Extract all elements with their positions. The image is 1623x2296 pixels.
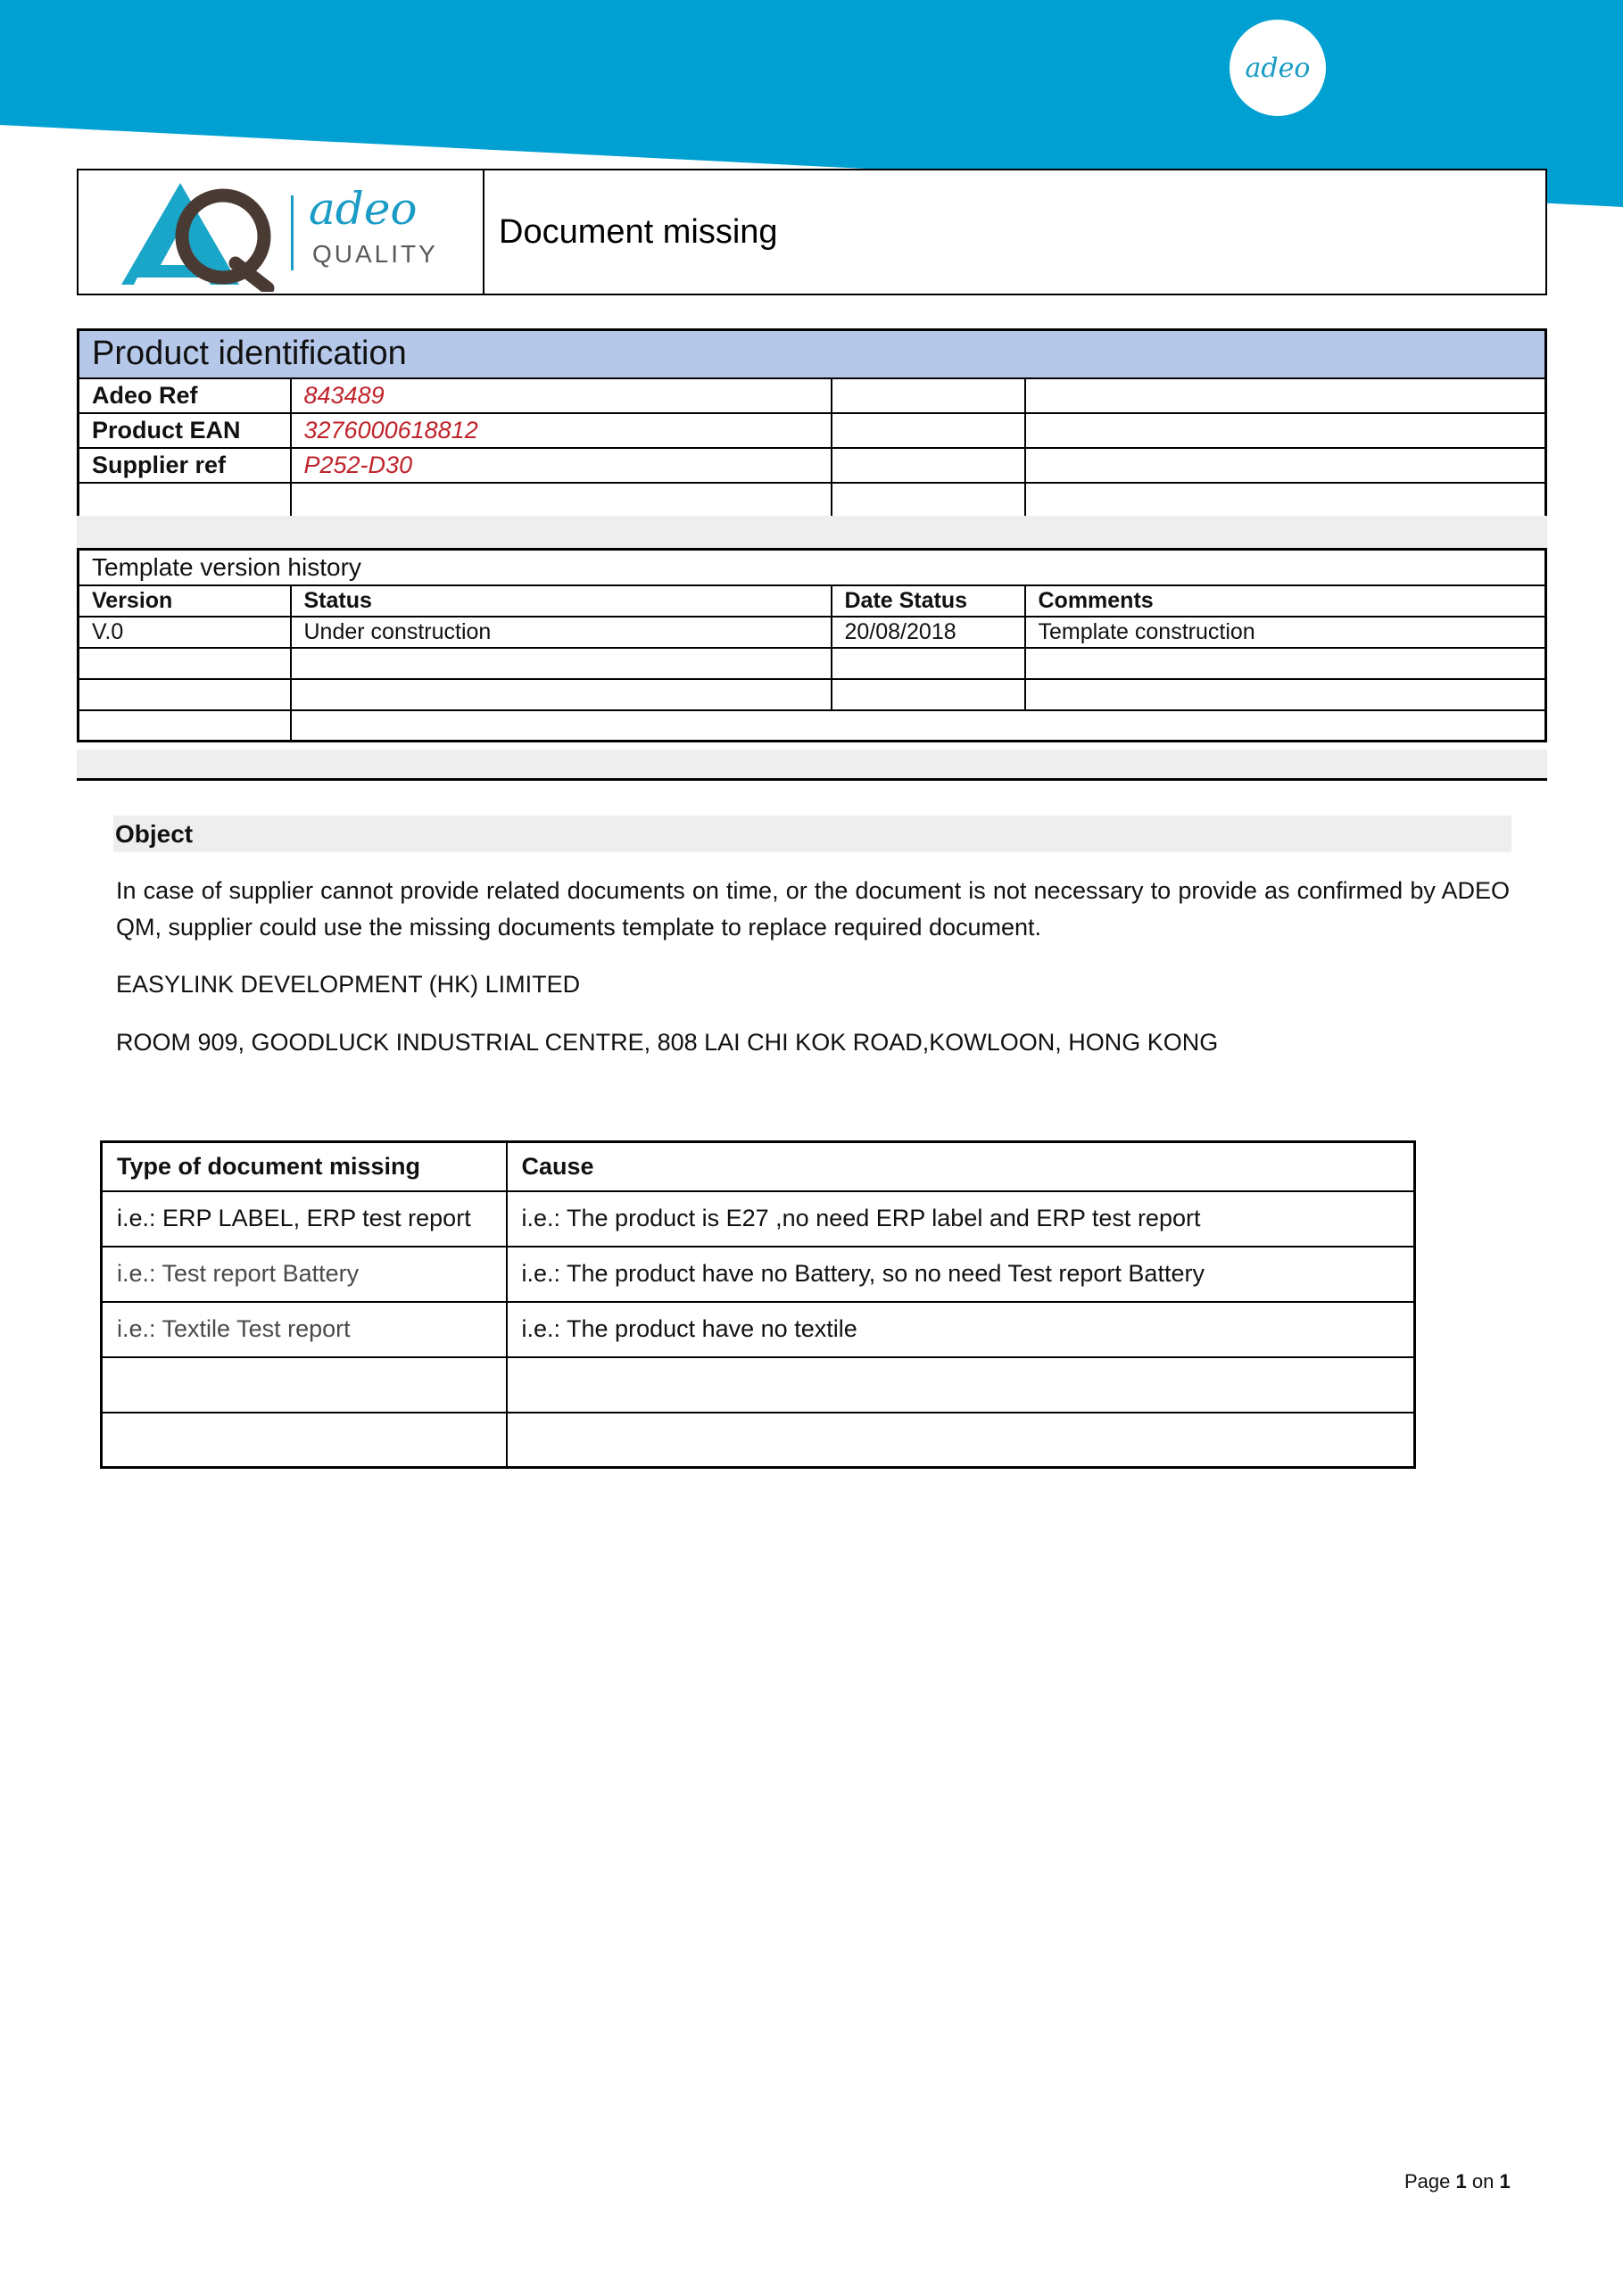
cell-doc-type: i.e.: ERP LABEL, ERP test report — [102, 1191, 507, 1247]
banner-logo-text: adeo — [1245, 52, 1311, 84]
empty-cell — [1025, 648, 1546, 679]
table-row — [102, 1302, 1415, 1357]
empty-cell — [832, 448, 1025, 483]
empty-cell — [291, 710, 1546, 742]
empty-cell — [832, 413, 1025, 448]
empty-cell — [79, 648, 291, 679]
cell-doc-type: i.e.: Textile Test report — [102, 1302, 507, 1357]
spacer-strip — [77, 750, 1547, 778]
history-title: Template version history — [79, 550, 1546, 585]
table-row — [79, 483, 1546, 518]
empty-cell — [102, 1357, 507, 1413]
document-header — [77, 169, 1547, 295]
cell-status: Under construction — [291, 617, 832, 648]
table-row — [79, 648, 1546, 679]
object-paragraph: In case of supplier cannot provide related documents on time, or the document is not necessary to provide as confirmed by ADEO QM, supplier could use the missing documents template to replace required document. — [116, 877, 1510, 941]
empty-cell — [79, 679, 291, 710]
adeo-round-logo — [1230, 20, 1326, 116]
cell-comments: Template construction — [1025, 617, 1546, 648]
table-header-row — [102, 1142, 1415, 1191]
product-identification-table — [77, 328, 1547, 518]
template-version-history-table — [77, 548, 1547, 742]
cell-cause: i.e.: The product have no Battery, so no need Test report Battery — [507, 1247, 1415, 1302]
object-heading: Object — [113, 816, 1511, 852]
cell-cause: i.e.: The product have no textile — [507, 1302, 1415, 1357]
empty-cell — [291, 483, 832, 518]
adeo-quality-logo — [79, 170, 484, 294]
cell-cause: i.e.: The product is E27 ,no need ERP label and ERP test report — [507, 1191, 1415, 1247]
table-header-row — [79, 585, 1546, 617]
table-row — [102, 1413, 1415, 1468]
cell-date-status: 20/08/2018 — [832, 617, 1025, 648]
empty-cell — [291, 648, 832, 679]
label-supplier-ref: Supplier ref — [79, 448, 291, 483]
col-header-cause: Cause — [507, 1142, 1415, 1191]
company-name: EASYLINK DEVELOPMENT (HK) LIMITED — [116, 971, 581, 998]
page-number — [1404, 2170, 1511, 2193]
empty-cell — [507, 1413, 1415, 1468]
col-header-status: Status — [291, 585, 832, 617]
empty-cell — [1025, 679, 1546, 710]
page-sep: on — [1471, 2170, 1495, 2192]
empty-cell — [79, 483, 291, 518]
empty-cell — [1025, 413, 1546, 448]
missing-documents-table — [100, 1140, 1416, 1469]
cell-version: V.0 — [79, 617, 291, 648]
table-row — [79, 679, 1546, 710]
table-row — [79, 710, 1546, 742]
empty-cell — [832, 483, 1025, 518]
page-label: Page — [1404, 2170, 1451, 2192]
col-header-comments: Comments — [1025, 585, 1546, 617]
empty-cell — [832, 648, 1025, 679]
table-row — [102, 1191, 1415, 1247]
aq-logo-icon — [111, 176, 280, 292]
table-row — [79, 617, 1546, 648]
table-row — [79, 413, 1546, 448]
page-total: 1 — [1499, 2170, 1511, 2192]
logo-adeo-text: adeo — [309, 183, 418, 235]
doc-title-cell — [484, 170, 1545, 294]
page-current: 1 — [1455, 2170, 1467, 2192]
value-adeo-ref: 843489 — [291, 378, 832, 413]
empty-cell — [832, 378, 1025, 413]
company-address: ROOM 909, GOODLUCK INDUSTRIAL CENTRE, 808 LAI CHI KOK ROAD,KOWLOON, HONG KONG — [116, 1029, 1219, 1056]
empty-cell — [1025, 378, 1546, 413]
empty-cell — [1025, 483, 1546, 518]
col-header-type: Type of document missing — [102, 1142, 507, 1191]
cell-doc-type: i.e.: Test report Battery — [102, 1247, 507, 1302]
table-row — [102, 1247, 1415, 1302]
section-divider — [77, 778, 1547, 781]
value-product-ean: 3276000618812 — [291, 413, 832, 448]
table-row — [79, 448, 1546, 483]
label-product-ean: Product EAN — [79, 413, 291, 448]
product-identification-title: Product identification — [79, 330, 1546, 378]
spacer-strip — [77, 516, 1547, 548]
table-row — [79, 378, 1546, 413]
page-title: Document missing — [499, 212, 778, 251]
empty-cell — [102, 1413, 507, 1468]
col-header-date-status: Date Status — [832, 585, 1025, 617]
empty-cell — [507, 1357, 1415, 1413]
logo-divider — [291, 195, 294, 270]
label-adeo-ref: Adeo Ref — [79, 378, 291, 413]
empty-cell — [79, 710, 291, 742]
empty-cell — [1025, 448, 1546, 483]
empty-cell — [832, 679, 1025, 710]
empty-cell — [291, 679, 832, 710]
value-supplier-ref: P252-D30 — [291, 448, 832, 483]
col-header-version: Version — [79, 585, 291, 617]
logo-quality-text: QUALITY — [312, 240, 438, 268]
table-row — [102, 1357, 1415, 1413]
